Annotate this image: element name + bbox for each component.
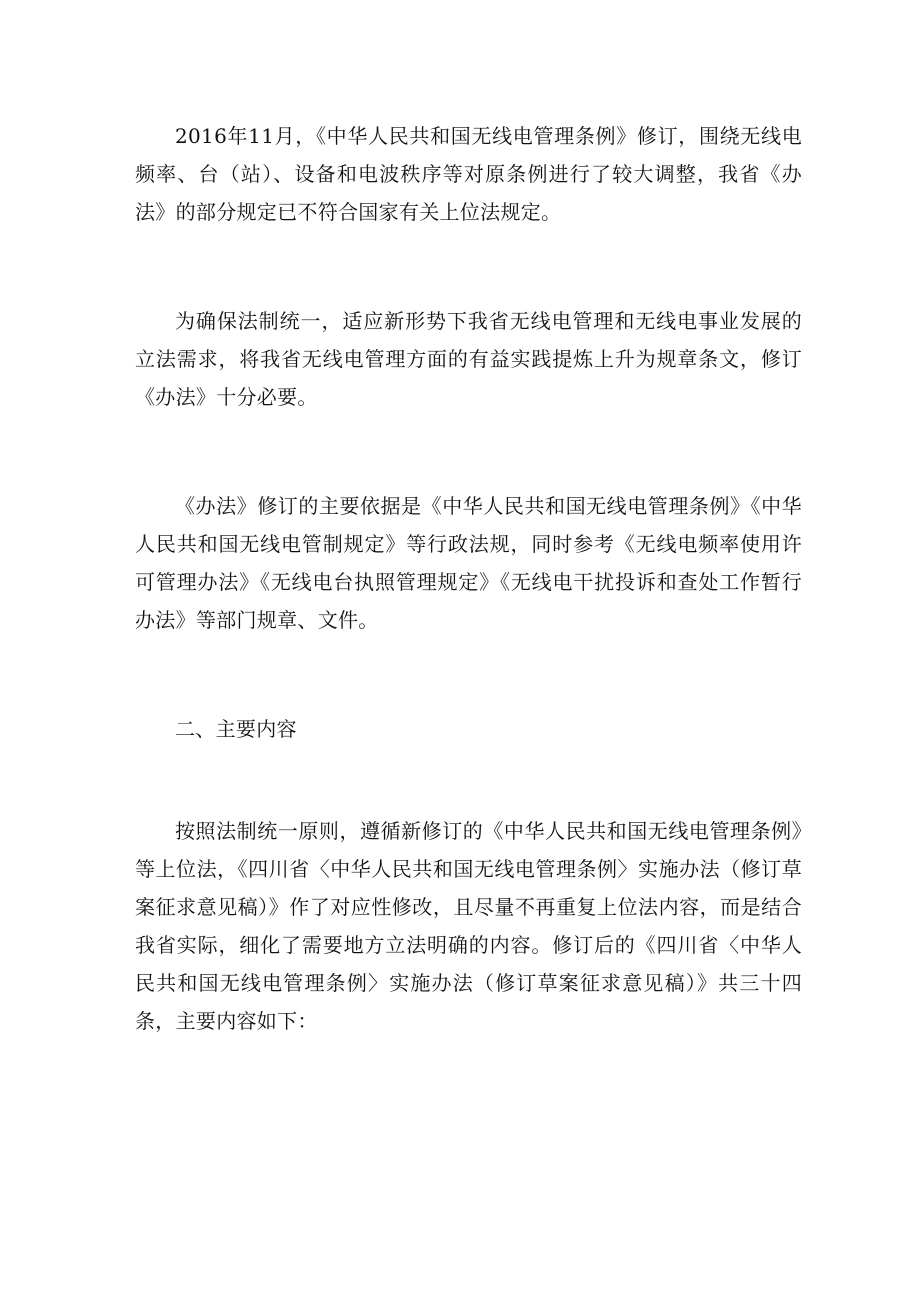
paragraph-main-content-summary: 按照法制统一原则，遵循新修订的《中华人民共和国无线电管理条例》等上位法，《四川省〈中华人民共和国无线电管理条例〉实施办法（修订草案征求意见稿）》作了对应性修改，且尽量不再重复上位法内容，而是结合我省实际，细化了需要地方立法明确的内容。修订后的《四川省〈中华人民共和国无线电管理条例〉实施办法（修订草案征求意见稿）》共三十四条，主要内容如下： [135, 819, 802, 1033]
paragraph-revision-necessity: 为确保法制统一，适应新形势下我省无线电管理和无线电事业发展的立法需求，将我省无线电管理方面的有益实践提炼上升为规章条文，修订《办法》十分必要。 [135, 309, 802, 409]
paragraph-regulation-revision: 2016年11月，《中华人民共和国无线电管理条例》修订，围绕无线电频率、台（站）、设备和电波秩序等对原条例进行了较大调整，我省《办法》的部分规定已不符合国家有关上位法规定。 [135, 124, 802, 224]
paragraph-revision-basis: 《办法》修订的主要依据是《中华人民共和国无线电管理条例》《中华人民共和国无线电管制规定》等行政法规，同时参考《无线电频率使用许可管理办法》《无线电台执照管理规定》《无线电干扰投诉和查处工作暂行办法》等部门规章、文件。 [135, 494, 802, 632]
section-heading-main-content: 二、主要内容 [175, 717, 297, 741]
